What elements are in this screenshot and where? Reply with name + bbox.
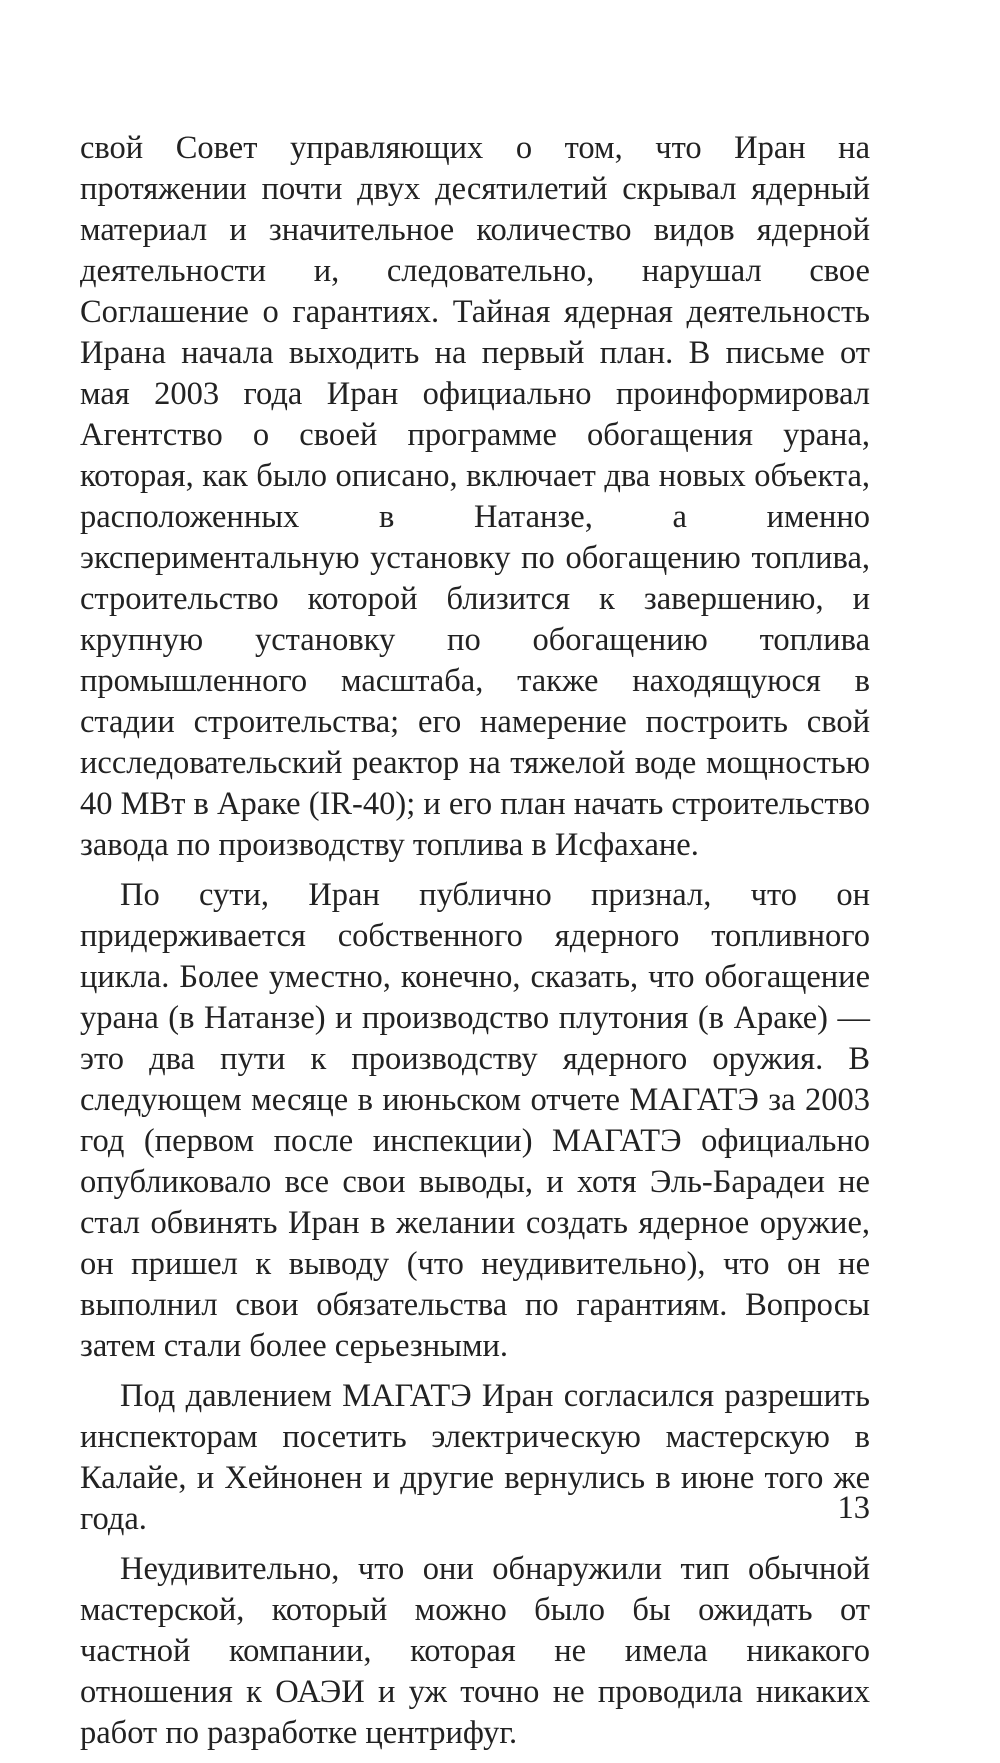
page-number: 13: [837, 1490, 870, 1526]
body-text: [80, 128, 870, 1763]
paragraph-4: Неудивительно, что они обнаружили тип обычной мастерской, который можно было бы ожидать от частной компании, которая не имела никакого отношения к ОАЭИ и уж точно не проводила никаких работ по разработке центрифуг.: [80, 1551, 870, 1751]
paragraph-3: Под давлением МАГАТЭ Иран согласился разрешить инспекторам посетить электрическую мастерскую в Калайе, и Хейнонен и другие вернулись в июне того же года.: [80, 1378, 870, 1537]
paragraph-2: По сути, Иран публично признал, что он придерживается собственного ядерного топливного цикла. Более уместно, конечно, сказать, что обогащение урана (в Натанзе) и производство плутония (в Араке) — это два пути к производству ядерного оружия. В следующем месяце в июньском отчете МАГАТЭ за 2003 год (первом после инспекции) МАГАТЭ официально опубликовало все свои выводы, и хотя Эль-Барадеи не стал обвинять Иран в желании создать ядерное оружие, он пришел к выводу (что неудивительно), что он не выполнил свои обязательства по гарантиям. Вопросы затем стали более серьезными.: [80, 877, 870, 1364]
paragraph-1: свой Совет управляющих о том, что Иран на протяжении почти двух десятилетий скрывал ядерный материал и значительное количество видов ядерной деятельности и, следовательно, нарушал свое Соглашение о гарантиях. Тайная ядерная деятельность Ирана начала выходить на первый план. В письме от мая 2003 года Иран официально проинформировал Агентство о своей программе обогащения урана, которая, как было описано, включает два новых объекта, расположенных в Натанзе, а именно экспериментальную установку по обогащению топлива, строительство которой близится к завершению, и крупную установку по обогащению топлива промышленного масштаба, также находящуюся в стадии строительства; его намерение построить свой исследовательский реактор на тяжелой воде мощностью 40 МВт в Араке (IR-40); и его план начать строительство завода по производству топлива в Исфахане.: [80, 130, 870, 863]
